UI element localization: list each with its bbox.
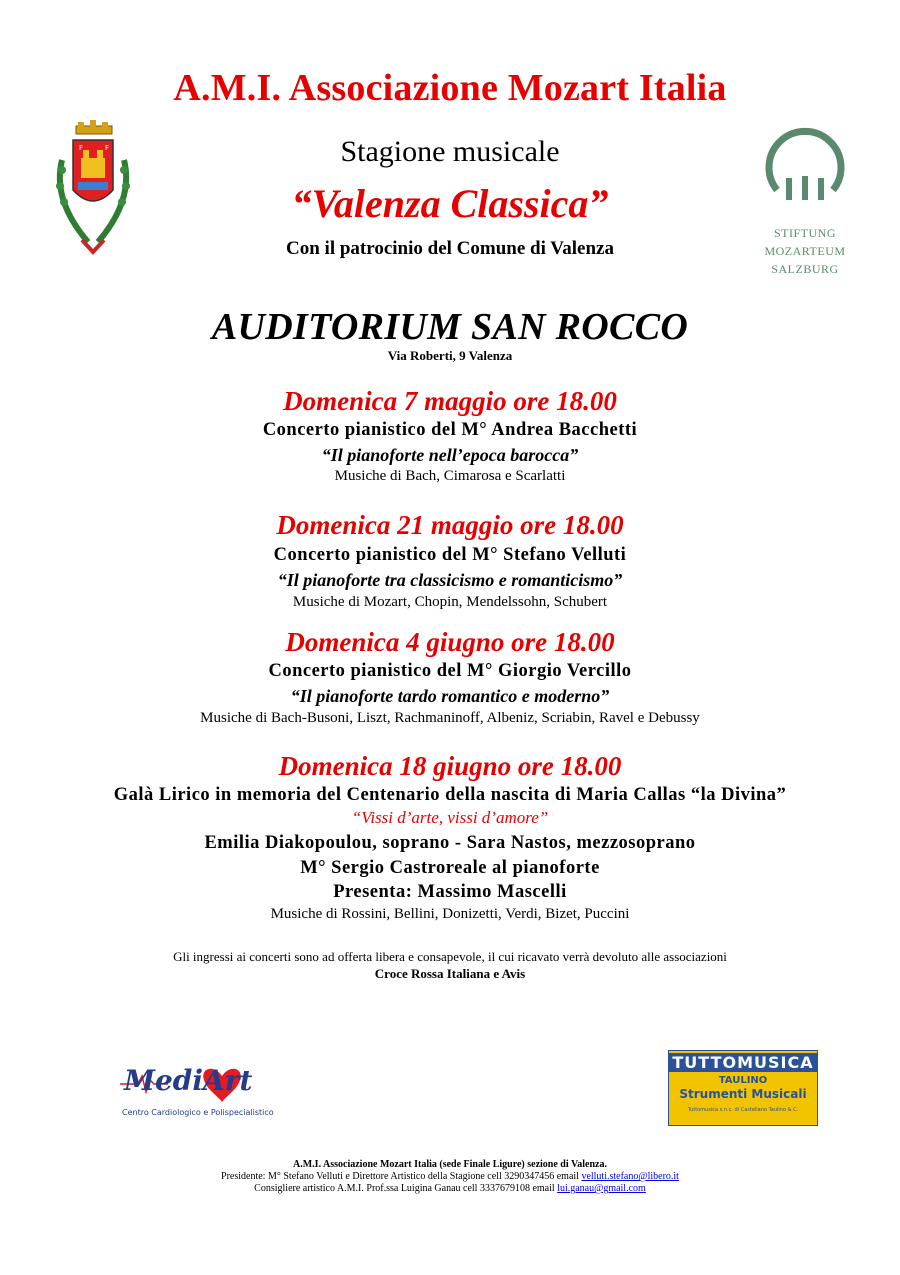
footer-line1: A.M.I. Associazione Mozart Italia (sede Finale Ligure) sezione di Valenza. [293,1159,607,1170]
mediart-logo [118,1050,274,1125]
donation-note-line2: Croce Rossa Italiana e Avis [374,966,526,981]
mozarteum-line2: MOZARTEUM [764,244,846,258]
advisor-email-link[interactable]: lui.ganau@gmail.com [557,1183,646,1194]
footer-line2-text: Presidente: M° Stefano Velluti e Direttore Artistico della Stagione cell 3290347456 email [221,1171,582,1182]
mozarteum-line3: SALZBURG [771,262,839,276]
season-name: “Valenza Classica” [291,181,609,226]
season-label: Stagione musicale [340,135,560,168]
venue-name: AUDITORIUM SAN ROCCO [211,306,689,348]
tuttomusica-logo [668,1050,818,1126]
main-title: A.M.I. Associazione Mozart Italia [173,67,727,109]
mozarteum-line1: STIFTUNG [773,226,836,240]
concert-3-works: Musiche di Bach-Busoni, Liszt, Rachmaninoff, Albeniz, Scriabin, Ravel e Debussy [200,710,700,726]
concert-3-performer: Concerto pianistico del M° Giorgio Vercillo [268,661,632,681]
concert-1-performer: Concerto pianistico del M° Andrea Bacchetti [262,420,638,440]
mediart-tagline: Centro Cardiologico e Polispecialistico [122,1108,274,1117]
concert-1-subtitle: “Il pianoforte nell’epoca barocca” [321,445,579,465]
patronage-text: Con il patrocinio del Comune di Valenza [286,238,614,259]
footer-line3 [0,1183,900,1194]
venue-address: Via Roberti, 9 Valenza [387,348,513,363]
svg-text:F: F [79,144,84,152]
footer-line3-text: Consigliere artistico A.M.I. Prof.ssa Luigina Ganau cell 3337679108 email [254,1183,558,1194]
footer-line2 [0,1171,900,1182]
concert-4-subtitle: “Vissi d’arte, vissi d’amore” [351,808,549,827]
tuttomusica-line2: Strumenti Musicali [679,1087,807,1101]
concert-2-performer: Concerto pianistico del M° Stefano Velluti [273,545,627,565]
svg-text:F: F [105,144,110,152]
concert-4-date: Domenica 18 giugno ore 18.00 [278,751,622,781]
president-email-link[interactable]: velluti.stefano@libero.it [581,1171,679,1182]
concert-2-works: Musiche di Mozart, Chopin, Mendelssohn, Schubert [292,594,608,610]
tuttomusica-name: TUTTOMUSICA [669,1053,817,1072]
tuttomusica-line1: TAULINO [718,1075,768,1086]
concert-3-subtitle: “Il pianoforte tardo romantico e moderno” [290,686,610,706]
concert-4-singers: Emilia Diakopoulou, soprano - Sara Nastos, mezzosoprano [204,833,696,853]
concert-1-date: Domenica 7 maggio ore 18.00 [283,386,617,416]
concert-4-works: Musiche di Rossini, Bellini, Donizetti, Verdi, Bizet, Puccini [270,906,630,922]
concert-4-presenter: Presenta: Massimo Mascelli [333,882,567,902]
concert-3-date: Domenica 4 giugno ore 18.00 [285,627,615,657]
concert-4-pianist: M° Sergio Castroreale al pianoforte [300,858,600,878]
concert-1-works: Musiche di Bach, Cimarosa e Scarlatti [334,468,566,484]
concert-4-event: Galà Lirico in memoria del Centenario della nascita di Maria Callas “la Divina” [113,785,787,805]
tuttomusica-small: Tuttomusica s.n.c. di Castellano Taulino & C. [687,1107,799,1113]
donation-note-line1: Gli ingressi ai concerti sono ad offerta libera e consapevole, il cui ricavato verrà devoluto alle associazioni [173,949,727,964]
mediart-name: MediArt [124,1064,253,1097]
concert-2-date: Domenica 21 maggio ore 18.00 [276,510,624,540]
concert-2-subtitle: “Il pianoforte tra classicismo e romanticismo” [277,570,623,590]
